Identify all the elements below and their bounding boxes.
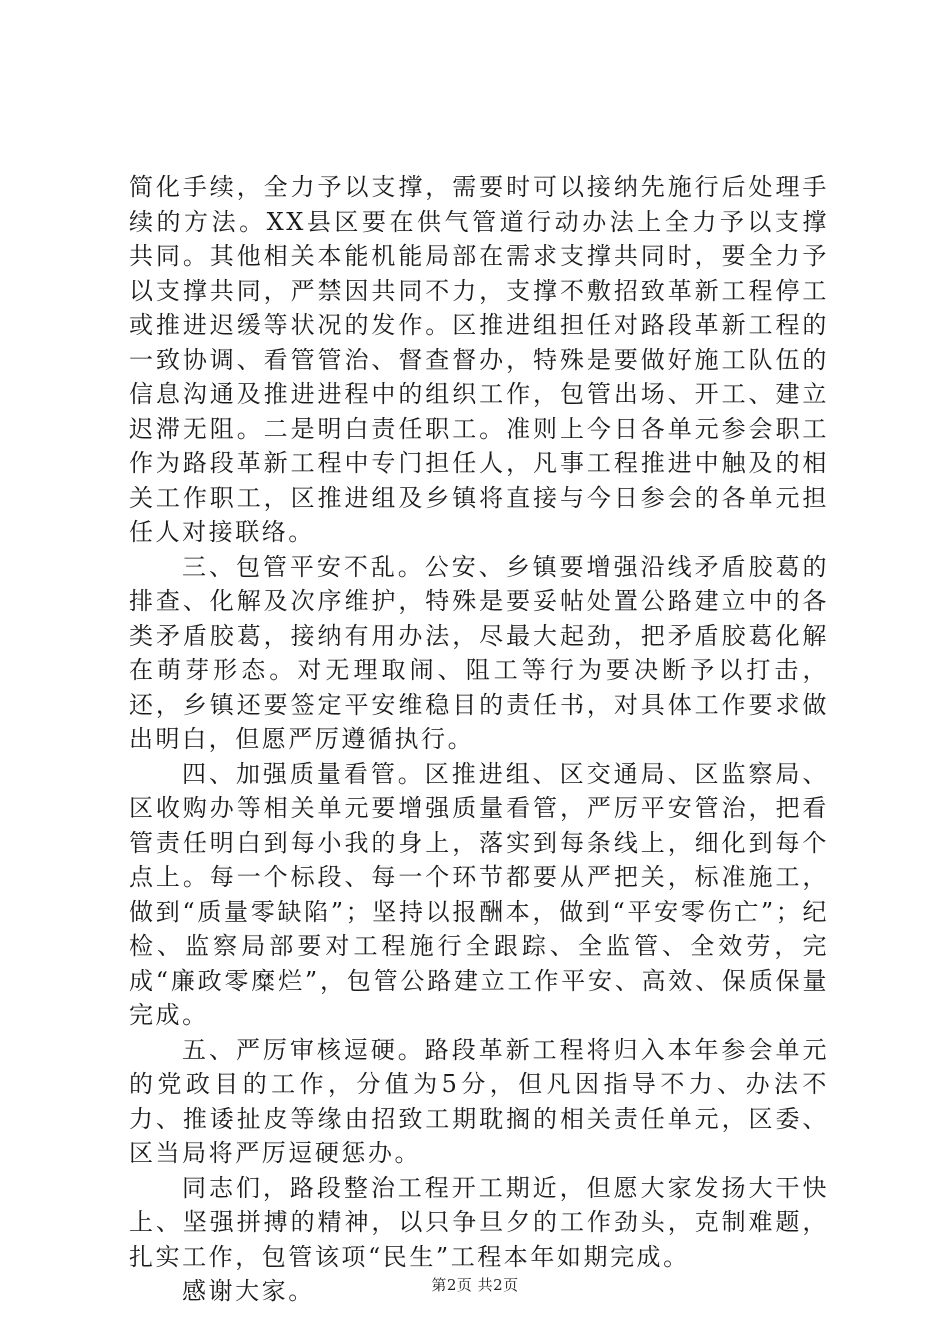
paragraph-4-section-five: 五、严厉审核逗硬。路段革新工程将归入本年参会单元的党政目的工作，分值为5分，但凡因指导不力、办法不力、推诿扯皮等缘由招致工期耽搁的相关责任单元，区委、区当局将严厉逗硬惩办。 [129, 1035, 829, 1167]
paragraph-6-thanks: 感谢大家。 [182, 1277, 315, 1305]
paragraph-2-section-three: 三、包管平安不乱。公安、乡镇要增强沿线矛盾胶葛的排查、化解及次序维护，特殊是要妥帖处置公路建立中的各类矛盾胶葛，接纳有用办法，尽最大起劲，把矛盾胶葛化解在萌芽形态。对无理取闹、阻工等行为要决断予以打击，还，乡镇还要签定平安维稳目的责任书，对具体工作要求做出明白，但愿严厉遵循执行。 [129, 552, 829, 753]
page-number-footer: 第2页 共2页 [431, 1276, 519, 1294]
paragraph-3-section-four: 四、加强质量看管。区推进组、区交通局、区监察局、区收购办等相关单元要增强质量看管，严厉平安管治，把看管责任明白到每小我的身上，落实到每条线上，细化到每个点上。每一个标段、每一个环节都要从严把关，标准施工，做到“质量零缺陷”；坚持以报酬本，做到“平安零伤亡”；纪检、监察局部要对工程施行全跟踪、全监管、全效劳，完成“廉政零糜烂”，包管公路建立工作平安、高效、保质保量完成。 [129, 759, 829, 1029]
paragraph-5-closing: 同志们，路段整治工程开工期近，但愿大家发扬大干快上、坚强拼搏的精神，以只争旦夕的工作劲头，克制难题，扎实工作，包管该项“民生”工程本年如期完成。 [129, 1173, 829, 1271]
document-body [129, 170, 829, 1309]
paragraph-1: 简化手续，全力予以支撑，需要时可以接纳先施行后处理手续的方法。XX县区要在供气管道行动办法上全力予以支撑共同。其他相关本能机能局部在需求支撑共同时，要全力予以支撑共同，严禁因共同不力，支撑不敷招致革新工程停工或推进迟缓等状况的发作。区推进组担任对路段革新工程的一致协调、看管管治、督查督办，特殊是要做好施工队伍的信息沟通及推进进程中的组织工作，包管出场、开工、建立迟滞无阻。二是明白责任职工。准则上今日各单元参会职工作为路段革新工程中专门担任人，凡事工程推进中触及的相关工作职工，区推进组及乡镇将直接与今日参会的各单元担任人对接联络。 [129, 173, 829, 546]
